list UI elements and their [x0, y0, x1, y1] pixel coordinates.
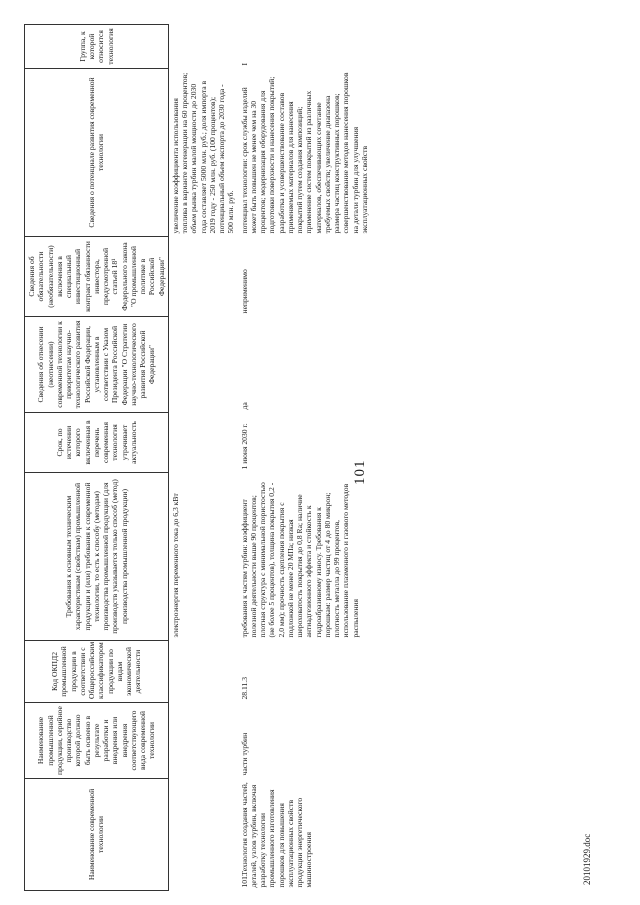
- cell-deadline: 1 июня 2030 г.: [239, 423, 249, 470]
- header-potential: Сведения о потенциале развития современной технологии: [25, 69, 169, 237]
- cell-technology: [238, 779, 372, 891]
- header-group: Группа, к которой относится технология: [25, 25, 169, 69]
- continuation-requirements: электроэнергия переменного тока до 6,3 кВт: [170, 493, 180, 638]
- header-deadline: Срок, по истечении которого включенная в перечень современная технология утрачивает актуальность: [25, 413, 169, 473]
- cell-okpd2: 28.11.3: [239, 677, 249, 700]
- cell-potential: потенциал технологии: срок службы изделий может быть повышен не менее чем на 30 процентов; модернизация оборудования для подготовки поверхности и нанесения покрытий; разработка и усовершенствование составов применяемых материалов для нанесения покрытий путем создания композиций; применение систем покрытий из различных материалов, обеспечивающих сочетание требуемых свойств; увеличение диапазона размера частиц конструктивных порошков; совершенствование методов нанесения порошков на детали турбин для улучшения эксплуатационных свойств: [239, 72, 369, 234]
- header-requirements: Требования к основным техническим характеристикам (свойствам) промышленной продукции и (или) требования к современной технологии, то есть к способу (методам) производства промышленной продукции (для производств указывается только способ (метод) производства промышленной продукции): [25, 473, 169, 641]
- page-number: 101: [352, 459, 368, 485]
- continuation-potential: увеличение коэффициента использования топлива в варианте когенерации на 60 процентов; объем рынка турбин малой мощности до 2030 года составляет 5000 млн. руб.; доля импорта в 2019 году - 250 млн. руб. (100 процентов); потенциальный объем экспорта до 2030 года - 500 млн. руб.: [170, 72, 236, 234]
- technology-name: Технология создания частей, деталей, узлов турбин, включая разработку технологии промышленного изготовления порошков для повышения эксплуатационных свойств продукции энергетического машиностроения: [239, 782, 314, 888]
- technology-table: [24, 24, 371, 891]
- footer-file-code: 20101929.doc: [582, 833, 592, 885]
- row-number: 101.: [239, 874, 249, 888]
- header-priority: Сведения об отнесении (неотнесении) современной технологии к приоритетам научно-технологического развития Российской Федерации, установленным в соответствии с Указом Президента Российской Федерации "О Стратегии научно-технологического развития Российской Федерации": [25, 317, 169, 413]
- continuation-row: [168, 25, 237, 891]
- cell-priority: да: [239, 402, 249, 410]
- header-obligation: Сведения об обязательности (необязательности) включения в специальный инвестиционный контракт обязанности инвестора, предусмотренной статьей 18¹ Федерального закона "О промышленной политике в Российской Федерации": [25, 237, 169, 317]
- table-row: [238, 25, 372, 891]
- cell-product: части турбин: [239, 732, 249, 776]
- header-technology: Наименование современной технологии: [25, 779, 169, 891]
- header-okpd2: Код ОКПД2 промышленной продукции в соответствии с Общероссийским классификатором продукции по видам экономической деятельности: [25, 641, 169, 703]
- cell-group: I: [239, 62, 249, 66]
- table-header-row: [25, 25, 169, 891]
- cell-requirements: требования к частям турбин: коэффициент полезной деятельности выше 90 процентов; плотная структура с минимальной пористостью (не более 5 процентов), толщина покрытия 0,2 - 2,0 мм); прочность сцепления покрытия с подложкой не менее 20 МПа; низкая шероховатость покрытия до 0,8 Ra; наличие антиадгезионного эффекта и стойкость к гидроабразивному износу. Требования к порошкам: размер частиц от 4 до 80 микрон; плотность металла до 99 процентов, использование плазменного и газового методов распыления: [239, 482, 360, 638]
- cell-obligation: неприменимо: [239, 269, 249, 314]
- header-product: Наименование промышленной продукции, серийное производство которой должно быть освоено в результате разработки и внедрения или внедрения соответствующего вида современной технологии: [25, 703, 169, 779]
